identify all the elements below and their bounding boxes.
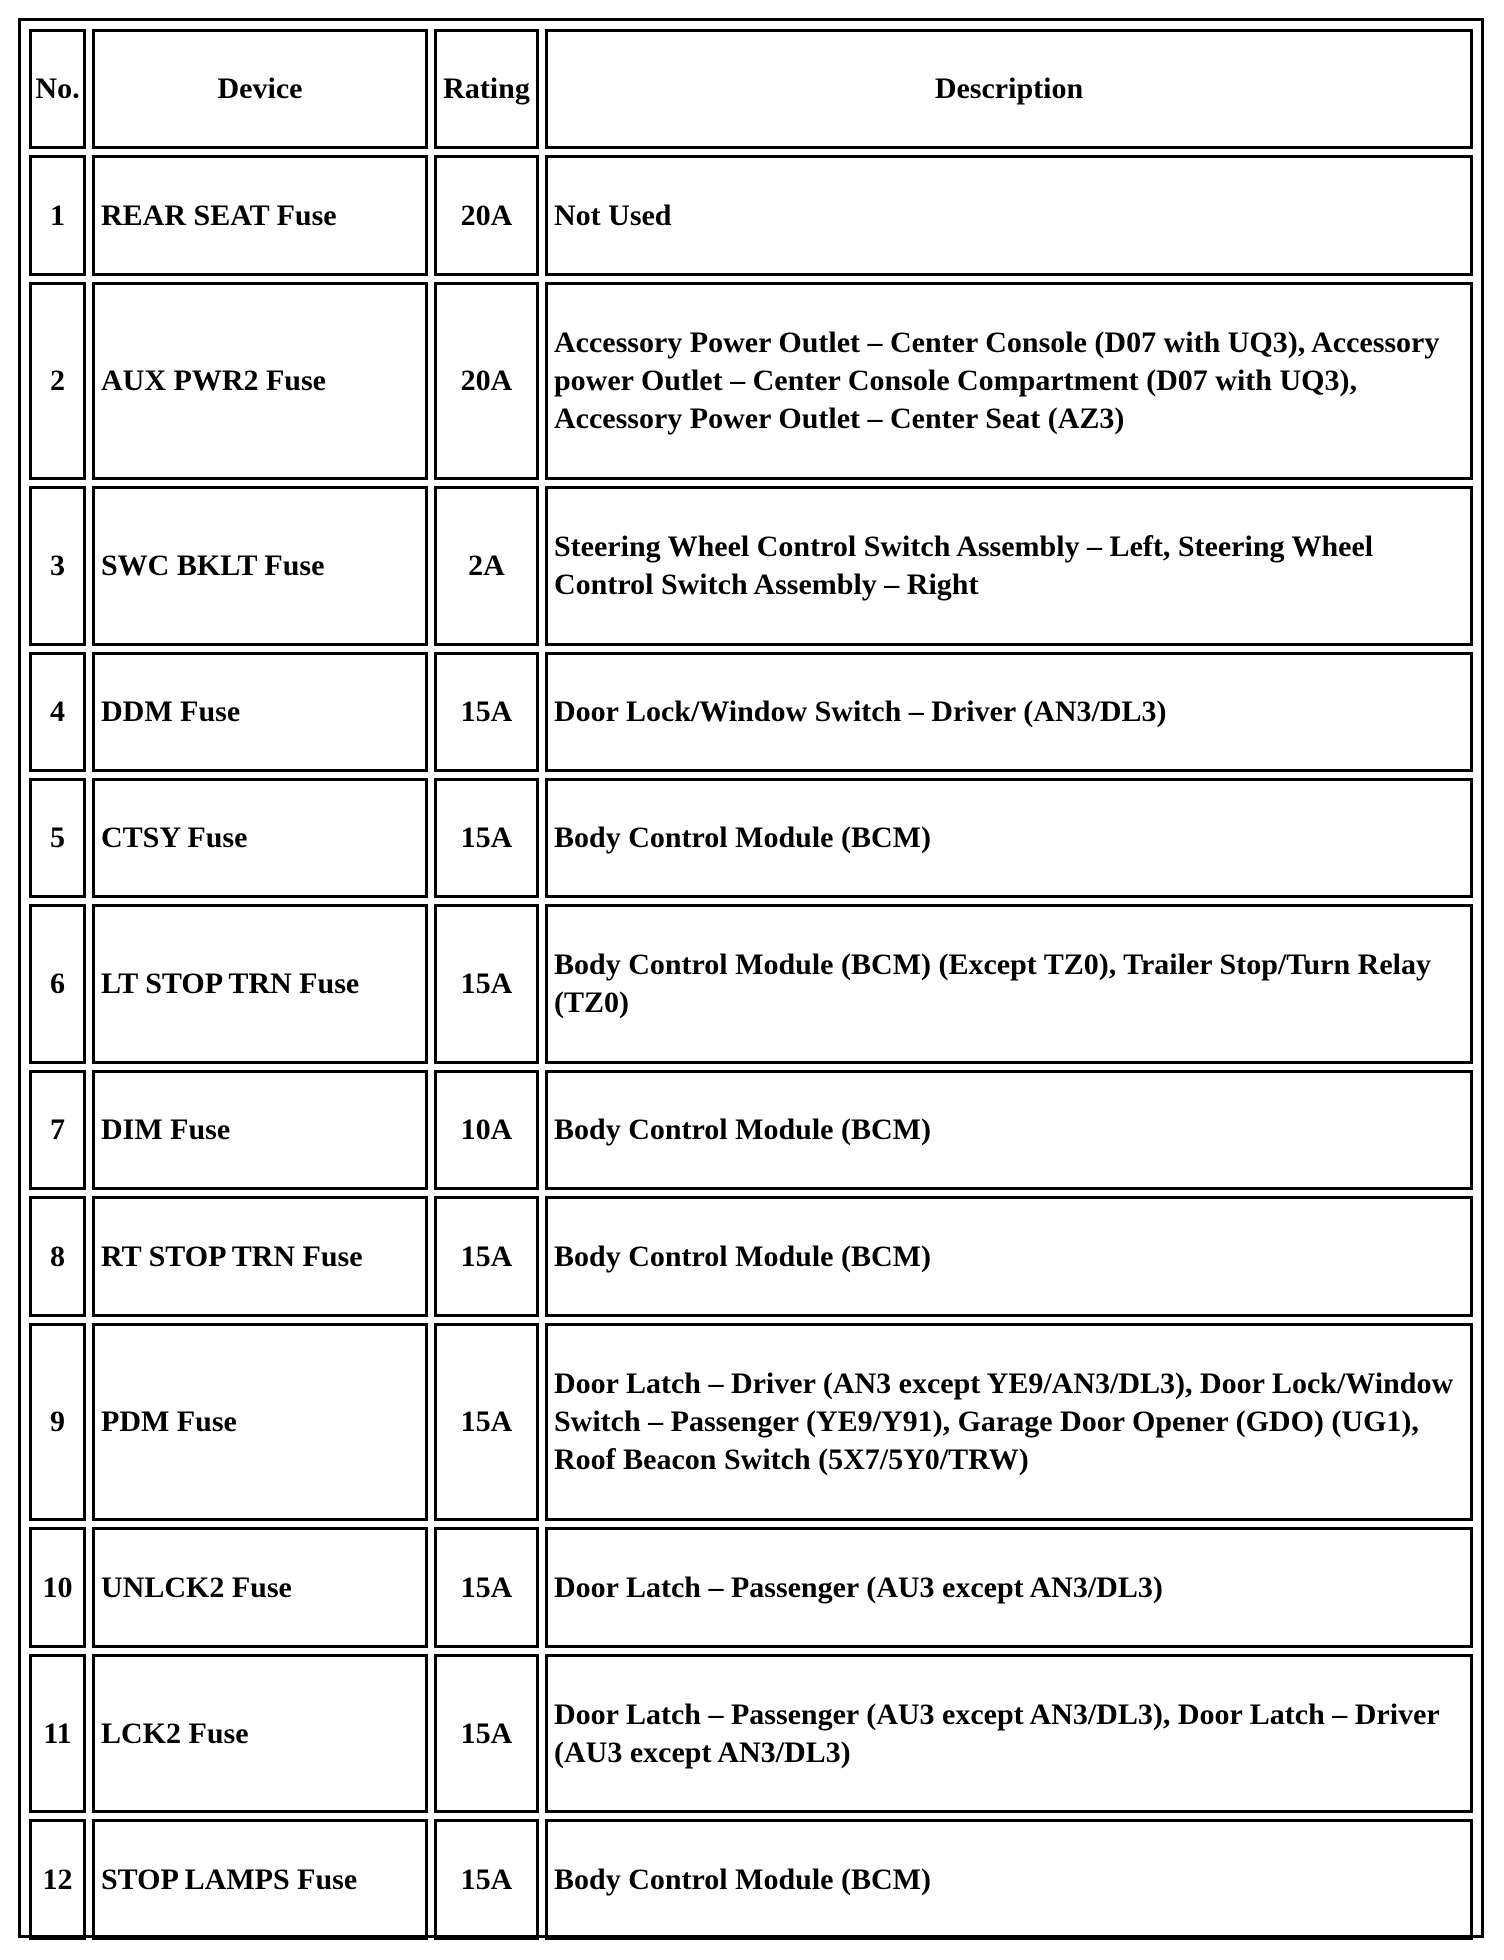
cell-rating: 15A [434, 1654, 539, 1813]
cell-no: 7 [29, 1070, 86, 1190]
cell-rating: 15A [434, 652, 539, 772]
cell-device: REAR SEAT Fuse [92, 155, 428, 276]
cell-device: UNLCK2 Fuse [92, 1527, 428, 1648]
cell-description: Door Latch – Driver (AN3 except YE9/AN3/DL3), Door Lock/Window Switch – Passenger (YE9/Y91), Garage Door Opener (GDO) (UG1), Roof Beacon Switch (5X7/5Y0/TRW) [545, 1323, 1473, 1521]
cell-device: PDM Fuse [92, 1323, 428, 1521]
table-row [29, 1196, 1473, 1317]
cell-no: 9 [29, 1323, 86, 1521]
cell-rating: 15A [434, 904, 539, 1064]
cell-description: Door Latch – Passenger (AU3 except AN3/DL3) [545, 1527, 1473, 1648]
header-no: No. [29, 29, 86, 149]
cell-device: LT STOP TRN Fuse [92, 904, 428, 1064]
cell-no: 10 [29, 1527, 86, 1648]
table-row [29, 1070, 1473, 1190]
cell-description: Door Latch – Passenger (AU3 except AN3/DL3), Door Latch – Driver (AU3 except AN3/DL3) [545, 1654, 1473, 1813]
header-description: Description [545, 29, 1473, 149]
table-row [29, 904, 1473, 1064]
header-device: Device [92, 29, 428, 149]
cell-no: 1 [29, 155, 86, 276]
cell-rating: 15A [434, 1323, 539, 1521]
cell-rating: 20A [434, 282, 539, 480]
cell-no: 2 [29, 282, 86, 480]
cell-description: Body Control Module (BCM) (Except TZ0), Trailer Stop/Turn Relay (TZ0) [545, 904, 1473, 1064]
cell-description: Door Lock/Window Switch – Driver (AN3/DL3) [545, 652, 1473, 772]
cell-device: DIM Fuse [92, 1070, 428, 1190]
cell-description: Accessory Power Outlet – Center Console (D07 with UQ3), Accessory power Outlet – Center Console Compartment (D07 with UQ3), Accessory Power Outlet – Center Seat (AZ3) [545, 282, 1473, 480]
cell-no: 5 [29, 778, 86, 898]
cell-description: Body Control Module (BCM) [545, 1070, 1473, 1190]
cell-rating: 15A [434, 1196, 539, 1317]
cell-description: Body Control Module (BCM) [545, 1196, 1473, 1317]
cell-rating: 10A [434, 1070, 539, 1190]
table-row [29, 1323, 1473, 1521]
table-row [29, 1819, 1473, 1940]
table-row [29, 282, 1473, 480]
cell-description: Body Control Module (BCM) [545, 778, 1473, 898]
cell-device: STOP LAMPS Fuse [92, 1819, 428, 1940]
cell-device: LCK2 Fuse [92, 1654, 428, 1813]
cell-device: CTSY Fuse [92, 778, 428, 898]
cell-device: AUX PWR2 Fuse [92, 282, 428, 480]
cell-description: Steering Wheel Control Switch Assembly – Left, Steering Wheel Control Switch Assembly – Right [545, 486, 1473, 646]
header-row [29, 29, 1473, 149]
cell-no: 8 [29, 1196, 86, 1317]
cell-rating: 2A [434, 486, 539, 646]
cell-rating: 15A [434, 1819, 539, 1940]
cell-no: 6 [29, 904, 86, 1064]
fuse-table [23, 23, 1479, 1946]
header-rating: Rating [434, 29, 539, 149]
table-row [29, 778, 1473, 898]
table-row [29, 155, 1473, 276]
table-row [29, 486, 1473, 646]
cell-device: DDM Fuse [92, 652, 428, 772]
cell-no: 4 [29, 652, 86, 772]
cell-no: 11 [29, 1654, 86, 1813]
cell-no: 3 [29, 486, 86, 646]
cell-rating: 20A [434, 155, 539, 276]
cell-description: Not Used [545, 155, 1473, 276]
cell-rating: 15A [434, 778, 539, 898]
cell-device: SWC BKLT Fuse [92, 486, 428, 646]
table-row [29, 1527, 1473, 1648]
cell-description: Body Control Module (BCM) [545, 1819, 1473, 1940]
cell-device: RT STOP TRN Fuse [92, 1196, 428, 1317]
cell-rating: 15A [434, 1527, 539, 1648]
table-row [29, 1654, 1473, 1813]
table-row [29, 652, 1473, 772]
cell-no: 12 [29, 1819, 86, 1940]
